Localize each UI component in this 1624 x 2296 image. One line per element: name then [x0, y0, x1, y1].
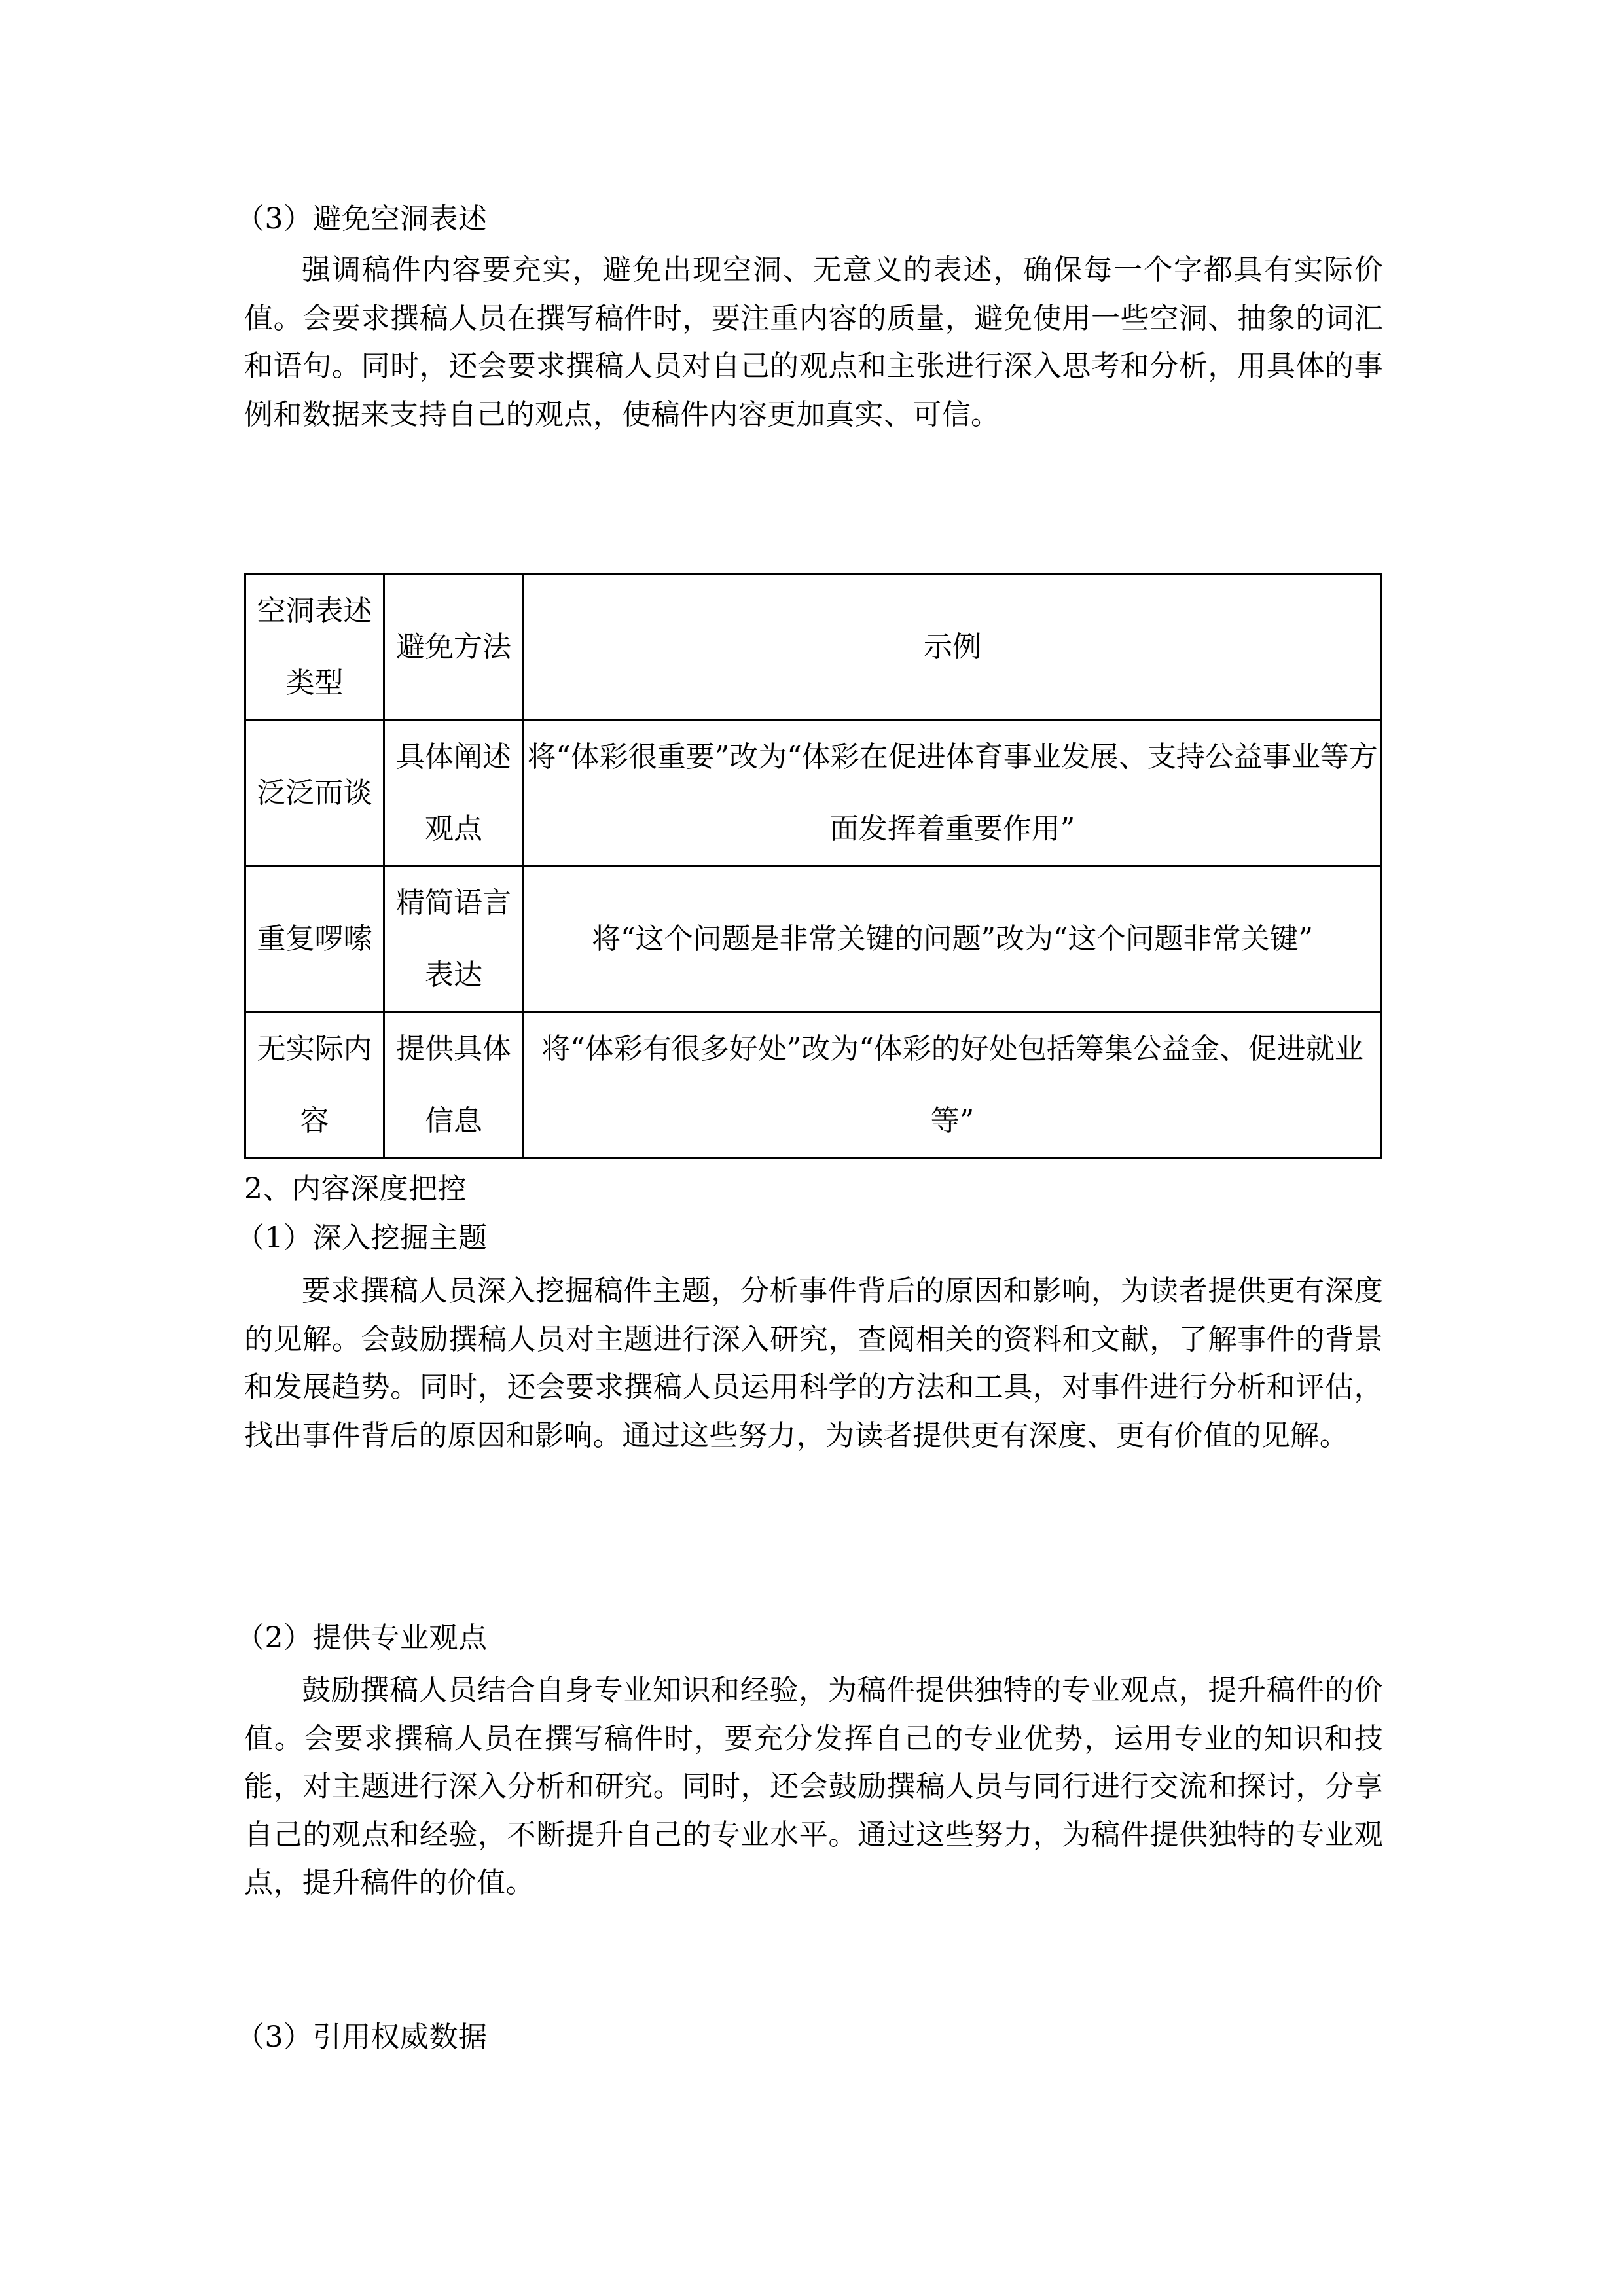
table-cell-type: 重复啰嗦: [245, 867, 384, 1013]
paragraph-professional-view: 鼓励撰稿人员结合自身专业知识和经验，为稿件提供独特的专业观点，提升稿件的价值。会要求撰稿人员在撰写稿件时，要充分发挥自己的专业优势，运用专业的知识和技能，对主题进行深入分析和研究。同时，还会鼓励撰稿人员与同行进行交流和探讨，分享自己的观点和经验，不断提升自己的专业水平。通过这些努力，为稿件提供独特的专业观点，提升稿件的价值。: [244, 1674, 1383, 1899]
section-heading-professional-view: （2）提供专业观点: [236, 1621, 488, 1655]
table-cell-type: 无实际内容: [245, 1013, 384, 1158]
empty-expression-table: [244, 573, 1382, 1159]
section-heading-dig-topic: （1）深入挖掘主题: [236, 1221, 488, 1255]
table-header-cell: 避免方法: [384, 575, 524, 721]
table-cell-example: 将“体彩有很多好处”改为“体彩的好处包括筹集公益金、促进就业等”: [524, 1013, 1382, 1158]
table-cell-type: 泛泛而谈: [245, 721, 384, 867]
table-cell-example: 将“这个问题是非常关键的问题”改为“这个问题非常关键”: [524, 867, 1382, 1013]
section-heading-avoid-empty: （3）避免空洞表述: [236, 202, 488, 236]
table-cell-method: 精简语言表达: [384, 867, 524, 1013]
table-row: [245, 721, 1382, 867]
table-row: [245, 1013, 1382, 1158]
table-row: [245, 867, 1382, 1013]
table-header-cell: 示例: [524, 575, 1382, 721]
section-heading-content-depth: 2、内容深度把控: [244, 1172, 467, 1206]
table-header-cell: 空洞表述类型: [245, 575, 384, 721]
table-cell-example: 将“体彩很重要”改为“体彩在促进体育事业发展、支持公益事业等方面发挥着重要作用”: [524, 721, 1382, 867]
table-cell-method: 提供具体信息: [384, 1013, 524, 1158]
section-heading-authoritative-data: （3）引用权威数据: [236, 2020, 488, 2054]
paragraph-avoid-empty: 强调稿件内容要充实，避免出现空洞、无意义的表述，确保每一个字都具有实际价值。会要求撰稿人员在撰写稿件时，要注重内容的质量，避免使用一些空洞、抽象的词汇和语句。同时，还会要求撰稿人员对自己的观点和主张进行深入思考和分析，用具体的事例和数据来支持自己的观点，使稿件内容更加真实、可信。: [244, 253, 1383, 431]
table-header-row: [245, 575, 1382, 721]
paragraph-dig-topic: 要求撰稿人员深入挖掘稿件主题，分析事件背后的原因和影响，为读者提供更有深度的见解。会鼓励撰稿人员对主题进行深入研究，查阅相关的资料和文献，了解事件的背景和发展趋势。同时，还会要求撰稿人员运用科学的方法和工具，对事件进行分析和评估，找出事件背后的原因和影响。通过这些努力，为读者提供更有深度、更有价值的见解。: [244, 1274, 1383, 1452]
table-cell-method: 具体阐述观点: [384, 721, 524, 867]
